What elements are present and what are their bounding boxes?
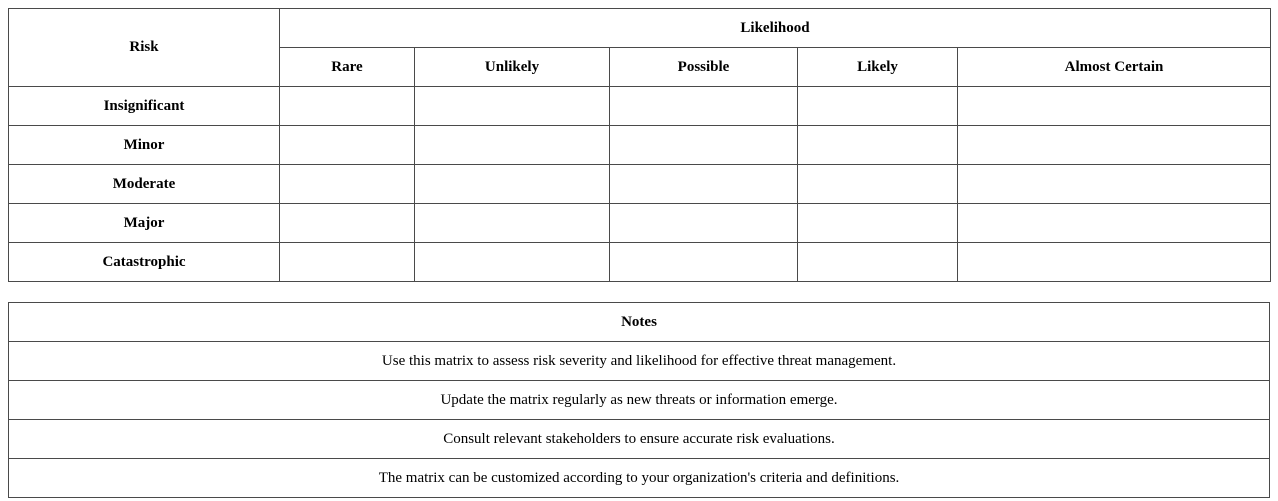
matrix-cell bbox=[958, 87, 1271, 126]
likelihood-almost-certain: Almost Certain bbox=[958, 48, 1271, 87]
matrix-cell bbox=[415, 126, 610, 165]
severity-row bbox=[9, 165, 1271, 204]
matrix-cell bbox=[958, 126, 1271, 165]
matrix-cell bbox=[280, 87, 415, 126]
severity-insignificant: Insignificant bbox=[9, 87, 280, 126]
matrix-cell bbox=[415, 87, 610, 126]
matrix-cell bbox=[610, 126, 798, 165]
risk-matrix-table bbox=[8, 8, 1271, 282]
matrix-header-row bbox=[9, 9, 1271, 48]
matrix-cell bbox=[610, 87, 798, 126]
matrix-cell bbox=[798, 87, 958, 126]
note-text: Update the matrix regularly as new threats or information emerge. bbox=[9, 381, 1270, 420]
matrix-cell bbox=[280, 204, 415, 243]
note-text: The matrix can be customized according to your organization's criteria and definitions. bbox=[9, 459, 1270, 498]
matrix-cell bbox=[798, 204, 958, 243]
matrix-cell bbox=[958, 165, 1271, 204]
likelihood-header: Likelihood bbox=[280, 9, 1271, 48]
severity-moderate: Moderate bbox=[9, 165, 280, 204]
likelihood-unlikely: Unlikely bbox=[415, 48, 610, 87]
matrix-cell bbox=[958, 204, 1271, 243]
likelihood-likely: Likely bbox=[798, 48, 958, 87]
note-row bbox=[9, 381, 1270, 420]
matrix-cell bbox=[280, 243, 415, 282]
severity-row bbox=[9, 243, 1271, 282]
matrix-cell bbox=[610, 165, 798, 204]
note-row bbox=[9, 420, 1270, 459]
matrix-cell bbox=[958, 243, 1271, 282]
severity-minor: Minor bbox=[9, 126, 280, 165]
notes-table bbox=[8, 302, 1270, 498]
matrix-cell bbox=[610, 243, 798, 282]
risk-header: Risk bbox=[9, 9, 280, 87]
matrix-cell bbox=[280, 165, 415, 204]
severity-row bbox=[9, 204, 1271, 243]
matrix-cell bbox=[798, 165, 958, 204]
note-row bbox=[9, 342, 1270, 381]
severity-row bbox=[9, 87, 1271, 126]
likelihood-rare: Rare bbox=[280, 48, 415, 87]
notes-header-row bbox=[9, 303, 1270, 342]
matrix-cell bbox=[798, 126, 958, 165]
matrix-cell bbox=[415, 165, 610, 204]
note-text: Consult relevant stakeholders to ensure accurate risk evaluations. bbox=[9, 420, 1270, 459]
note-row bbox=[9, 459, 1270, 498]
severity-catastrophic: Catastrophic bbox=[9, 243, 280, 282]
matrix-cell bbox=[610, 204, 798, 243]
severity-row bbox=[9, 126, 1271, 165]
matrix-cell bbox=[415, 243, 610, 282]
notes-title: Notes bbox=[9, 303, 1270, 342]
matrix-cell bbox=[798, 243, 958, 282]
likelihood-possible: Possible bbox=[610, 48, 798, 87]
matrix-cell bbox=[415, 204, 610, 243]
matrix-cell bbox=[280, 126, 415, 165]
note-text: Use this matrix to assess risk severity and likelihood for effective threat management. bbox=[9, 342, 1270, 381]
severity-major: Major bbox=[9, 204, 280, 243]
